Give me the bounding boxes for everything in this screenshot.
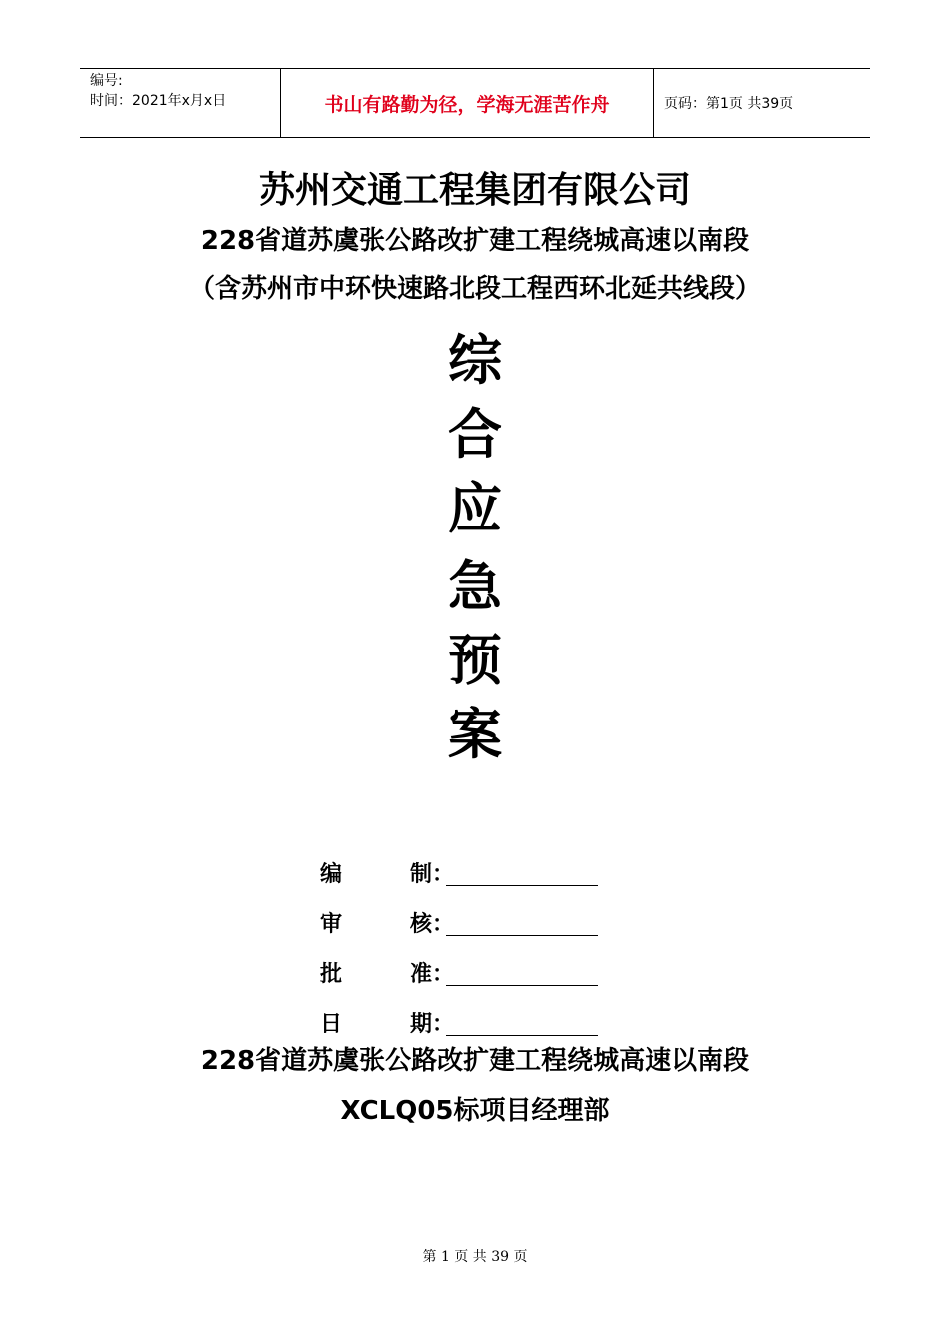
sign-label	[320, 957, 432, 988]
document-header	[80, 68, 870, 138]
date-label: 时间：2021年x月x日	[90, 93, 227, 109]
title-char-6: 案	[448, 703, 502, 766]
sign-colon: ：	[432, 912, 455, 937]
header-motto: 书山有路勤为径，学海无涯苦作舟	[281, 69, 654, 137]
number-label: 编号:	[90, 73, 123, 89]
sign-label-char: 核	[409, 912, 432, 937]
sign-row-compile	[320, 838, 598, 888]
sign-label-char: 编	[320, 862, 343, 887]
header-page-info: 页码：第1页 共39页	[664, 96, 794, 112]
sign-colon: ：	[432, 962, 455, 987]
project-line-1: 228省道苏虞张公路改扩建工程绕城高速以南段	[200, 226, 750, 256]
sign-label-char: 批	[320, 962, 343, 987]
sign-label	[320, 857, 432, 888]
company-name: 苏州交通工程集团有限公司	[258, 170, 691, 211]
sign-label	[320, 1007, 432, 1038]
title-char-2: 合	[448, 403, 502, 466]
sign-blank-line	[446, 911, 598, 936]
title-char-5: 预	[448, 629, 502, 692]
sign-blank-line	[446, 1011, 598, 1036]
sign-colon: ：	[432, 862, 455, 887]
sign-label-char: 制	[409, 862, 432, 887]
sign-label-char: 日	[320, 1012, 343, 1037]
title-char-3: 应	[448, 477, 502, 540]
sign-colon: ：	[432, 1012, 455, 1037]
page-footer: 第 1 页 共 39 页	[422, 1249, 528, 1265]
sign-blank-line	[446, 861, 598, 886]
sign-label-char: 准	[409, 962, 432, 987]
sign-row-review	[320, 888, 598, 938]
sign-row-approve	[320, 938, 598, 988]
title-char-1: 综	[448, 329, 502, 392]
project-line-2: （含苏州市中环快速路北段工程西环北延共线段）	[188, 274, 761, 304]
sign-label-char: 期	[409, 1012, 432, 1037]
header-meta	[80, 69, 281, 137]
sign-blank-line	[446, 961, 598, 986]
footer-department: XCLQ05标项目经理部	[340, 1096, 610, 1126]
sign-row-date	[320, 988, 598, 1038]
sign-label	[320, 907, 432, 938]
sign-label-char: 审	[320, 912, 343, 937]
signature-block	[320, 838, 598, 1038]
title-char-4: 急	[448, 555, 502, 618]
footer-organization: 228省道苏虞张公路改扩建工程绕城高速以南段	[200, 1046, 750, 1076]
